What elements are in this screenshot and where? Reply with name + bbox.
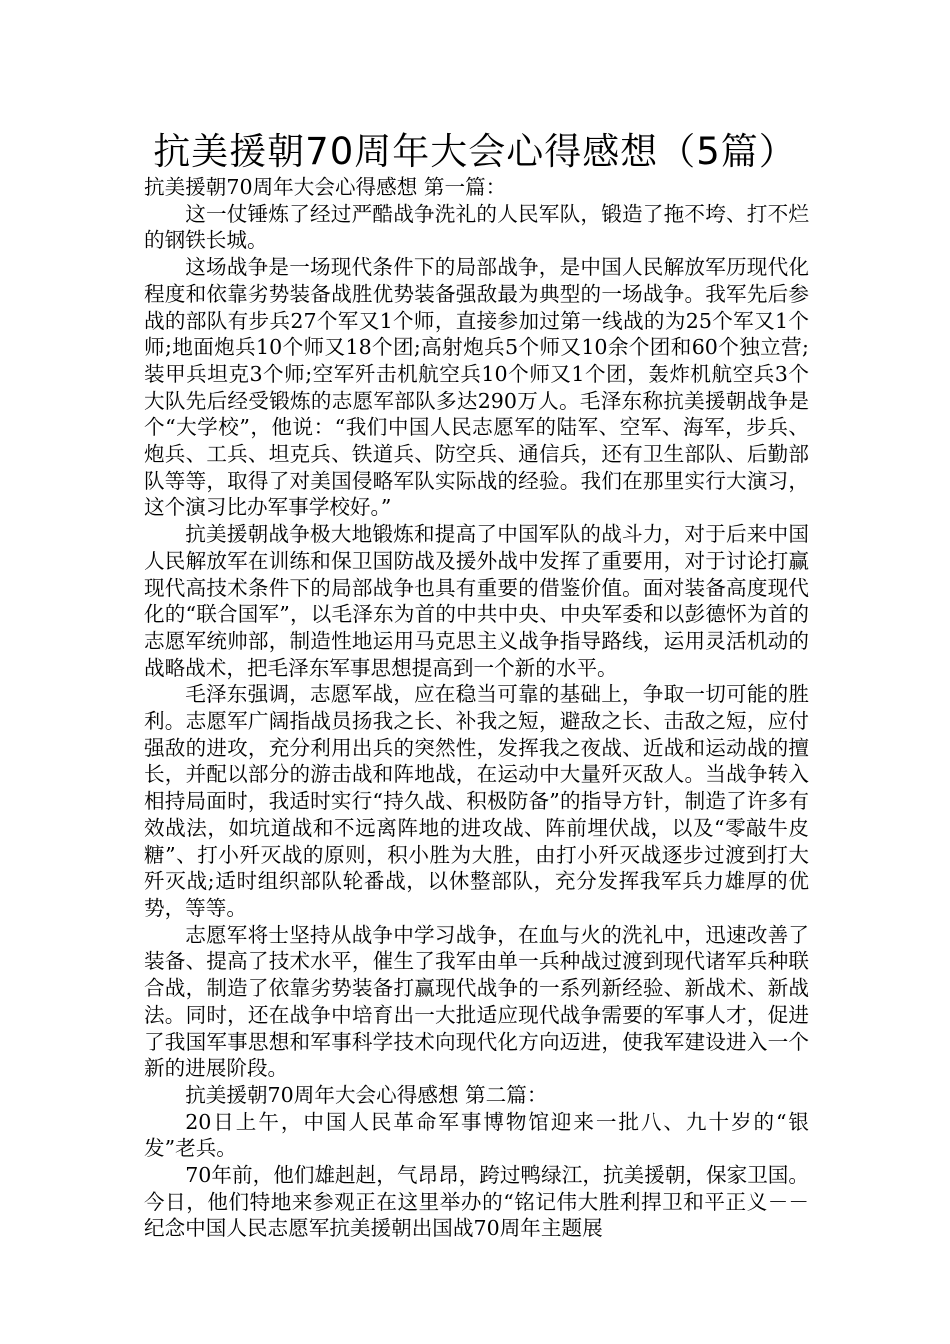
section-heading-1: 抗美援朝70周年大会心得感想 第一篇： [144,175,507,199]
paragraph: 20日上午，中国人民革命军事博物馆迎来一批八、九十岁的“银发”老兵。 [144,1109,809,1161]
document-title: 抗美援朝70周年大会心得感想（5篇） [153,130,797,173]
paragraph: 这一仗锤炼了经过严酷战争洗礼的人民军队，锻造了拖不垮、打不烂的钢铁长城。 [144,201,809,253]
paragraph: 这场战争是一场现代条件下的局部战争，是中国人民解放军历现代化程度和依靠劣势装备战胜优势装备强敌最为典型的一场战争。我军先后参战的部队有步兵27个军又1个师，直接参加过第一线战的为25个军又1个师;地面炮兵10个师又18个团;高射炮兵5个师又10余个团和60个独立营;装甲兵坦克3个师;空军歼击机航空兵10个师又1个团，轰炸机航空兵3个大队先后经受锻炼的志愿军部队多达290万人。毛泽东称抗美援朝战争是个“大学校”，他说：“我们中国人民志愿军的陆军、空军、海军，步兵、炮兵、工兵、坦克兵、铁道兵、防空兵、通信兵，还有卫生部队、后勤部队等等，取得了对美国侵略军队实际战的经验。我们在那里实行大演习，这个演习比办军事学校好。” [144,255,809,520]
paragraph: 志愿军将士坚持从战争中学习战争，在血与火的洗礼中，迅速改善了装备、提高了技术水平，催生了我军由单一兵种战过渡到现代诸军兵种联合战，制造了依靠劣势装备打赢现代战争的一系列新经验、新战术、新战法。同时，还在战争中培育出一大批适应现代战争需要的军事人才，促进了我国军事思想和军事科学技术向现代化方向迈进，使我军建设进入一个新的进展阶段。 [144,922,809,1081]
paragraph: 抗美援朝战争极大地锻炼和提高了中国军队的战斗力，对于后来中国人民解放军在训练和保卫国防战及援外战中发挥了重要用，对于讨论打赢现代高技术条件下的局部战争也具有重要的借鉴价值。面对装备高度现代化的“联合国军”，以毛泽东为首的中共中央、中央军委和以彭德怀为首的志愿军统帅部，制造性地运用马克思主义战争指导路线，运用灵活机动的战略战术，把毛泽东军事思想提高到一个新的水平。 [144,522,809,680]
paragraph: 70年前，他们雄赳赳，气昂昂，跨过鸭绿江，抗美援朝，保家卫国。今日，他们特地来参观正在这里举办的“铭记伟大胜利捍卫和平正义－－纪念中国人民志愿军抗美援朝出国战70周年主题展 [144,1163,809,1241]
section-heading-2: 抗美援朝70周年大会心得感想 第二篇： [185,1082,548,1107]
document-body [144,174,809,1242]
paragraph: 毛泽东强调，志愿军战，应在稳当可靠的基础上，争取一切可能的胜利。志愿军广阔指战员扬我之长、补我之短，避敌之长、击敌之短，应付强敌的进攻，充分利用出兵的突然性，发挥我之夜战、近战和运动战的擅长，并配以部分的游击战和阵地战，在运动中大量歼灭敌人。当战争转入相持局面时，我适时实行“持久战、积极防备”的指导方针，制造了许多有效战法，如坑道战和不远离阵地的进攻战、阵前埋伏战，以及“零敲牛皮糖”、打小歼灭战的原则，积小胜为大胜，由打小歼灭战逐步过渡到打大歼灭战;适时组织部队轮番战，以休整部队，充分发挥我军兵力雄厚的优势，等等。 [144,682,809,920]
